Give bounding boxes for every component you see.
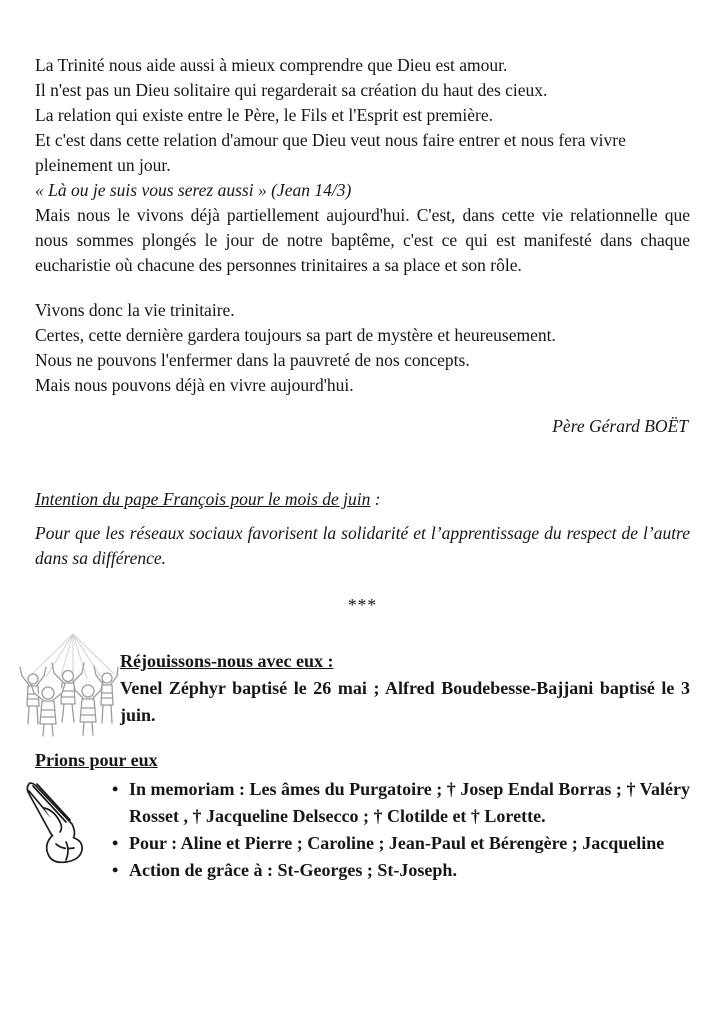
intention-heading (35, 487, 690, 512)
praying-hands-icon (22, 774, 102, 875)
rejoice-section (18, 632, 690, 745)
text-line: Vivons donc la vie trinitaire. (35, 300, 235, 320)
text-line: Il n'est pas un Dieu solitaire qui regarderait sa création du haut des cieux. (35, 80, 548, 100)
pray-list-item: • Pour : Aline et Pierre ; Caroline ; Jean-Paul et Bérengère ; Jacqueline (112, 830, 690, 857)
rejoice-text (120, 648, 690, 729)
intention-heading-text: Intention du pape François pour le mois de juin (35, 489, 371, 509)
rejoice-heading: Réjouissons-nous avec eux : (120, 651, 334, 671)
pray-list (112, 776, 690, 884)
paragraph-trinity (35, 53, 690, 178)
pray-section (22, 774, 690, 884)
intention-body: Pour que les réseaux sociaux favorisent la solidarité et l’apprentissage du respect de l’autre dans sa différence. (35, 523, 690, 568)
pray-list-item: • In memoriam : Les âmes du Purgatoire ; † Josep Endal Borras ; † Valéry Rosset , † Jacqueline Delsecco ; † Clotilde et † Lorette. (112, 776, 690, 830)
text-line: La relation qui existe entre le Père, le Fils et l'Esprit est première. (35, 105, 493, 125)
paragraph-trinitarian-life (35, 298, 690, 398)
text-line: La Trinité nous aide aussi à mieux comprendre que Dieu est amour. (35, 55, 508, 75)
text-line: Mais nous pouvons déjà en vivre aujourd'hui. (35, 375, 354, 395)
pray-list-item: • Action de grâce à : St-Georges ; St-Joseph. (112, 857, 690, 884)
section-separator: *** (347, 595, 378, 615)
intention-heading-colon: : (370, 489, 381, 509)
rejoice-body: Venel Zéphyr baptisé le 26 mai ; Alfred Boudebesse-Bajjani baptisé le 3 juin. (120, 678, 690, 725)
pray-heading: Prions pour eux (35, 750, 158, 770)
scripture-quote: « Là ou je suis vous serez aussi » (Jean 14/3) (35, 180, 352, 200)
celebration-figures-icon (18, 632, 120, 745)
text-line: Et c'est dans cette relation d'amour que Dieu veut nous faire entrer et nous fera vivre pleinement un jour. (35, 130, 626, 175)
text-line: Certes, cette dernière gardera toujours sa part de mystère et heureusement. (35, 325, 556, 345)
paragraph-relational-life: Mais nous le vivons déjà partiellement aujourd'hui. C'est, dans cette vie relationnelle que nous sommes plongés le jour de notre baptême, c'est ce qui est manifesté dans chaque eucharistie où chacune des personnes trinitaires a sa place et son rôle. (35, 205, 690, 275)
author-signature: Père Gérard BOËT (552, 416, 688, 436)
text-line: Nous ne pouvons l'enfermer dans la pauvreté de nos concepts. (35, 350, 470, 370)
